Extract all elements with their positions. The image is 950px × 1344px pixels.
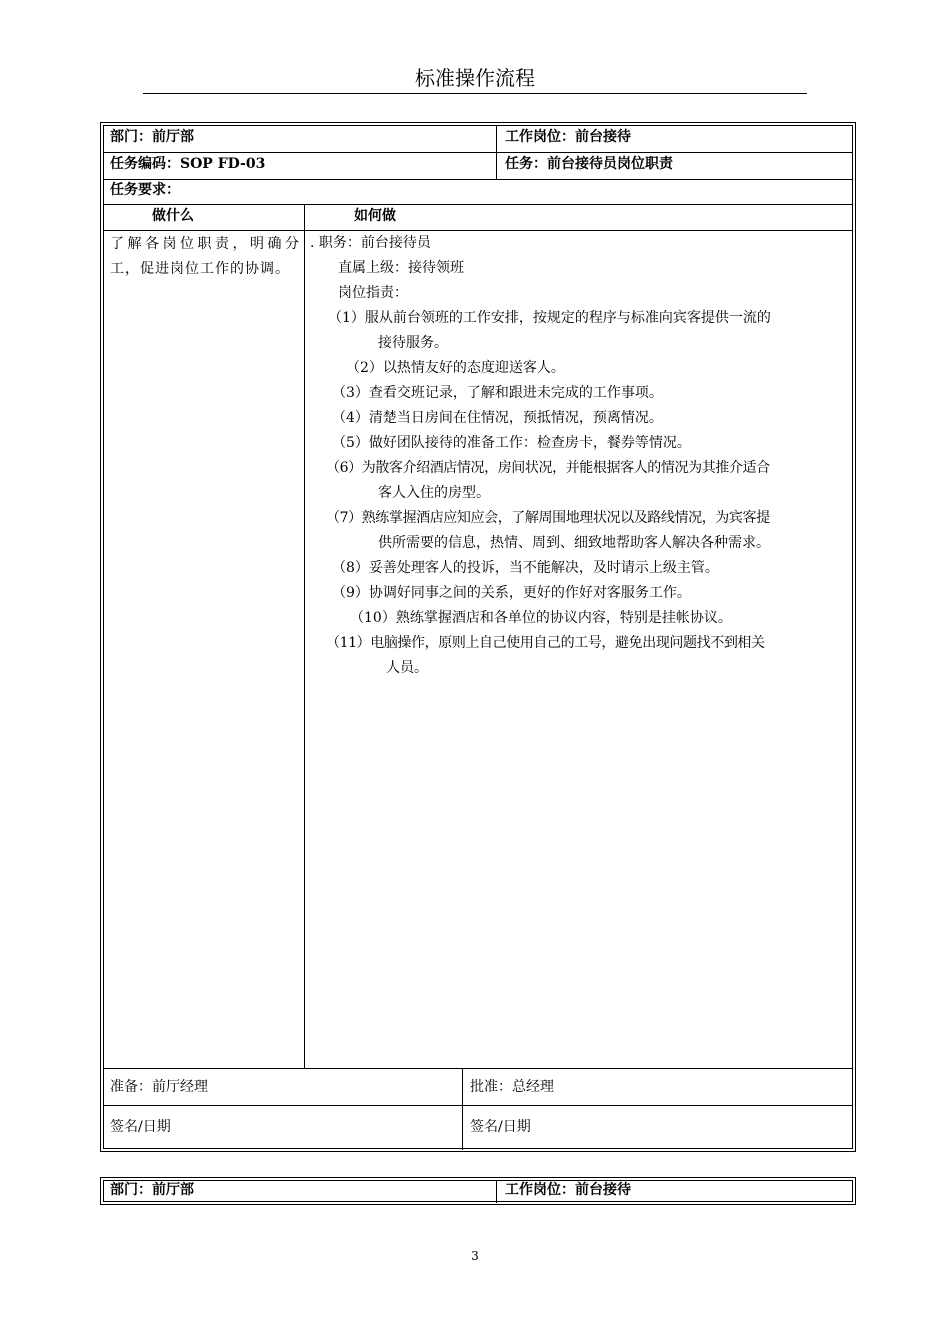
what-column-header: 做什么 (152, 208, 194, 224)
how-line: 供所需要的信息，热情、周到、细致地帮助客人解决各种需求。 (378, 535, 770, 551)
next-department-label: 部门：前厅部 (110, 1182, 194, 1198)
signature-date-left: 签名/日期 (110, 1119, 171, 1135)
how-line: 直属上级：接待领班 (338, 260, 464, 276)
department-label: 部门：前厅部 (110, 129, 194, 145)
how-line: （5）做好团队接待的准备工作：检查房卡，餐券等情况。 (332, 435, 691, 451)
how-line: （6）为散客介绍酒店情况，房间状况，并能根据客人的情况为其推介适合 (326, 460, 770, 476)
signature-date-right: 签名/日期 (470, 1119, 531, 1135)
how-line: （9）协调好同事之间的关系，更好的作好对客服务工作。 (332, 585, 691, 601)
how-line: . 职务：前台接待员 (310, 235, 431, 251)
how-text (310, 231, 850, 681)
task-label: 任务：前台接待员岗位职责 (505, 156, 673, 172)
how-line: 岗位指责： (338, 285, 408, 301)
how-line: （11）电脑操作，原则上自己使用自己的工号，避免出现问题找不到相关 (326, 635, 765, 651)
how-line: 客人入住的房型。 (378, 485, 490, 501)
task-code-label: 任务编码：SOP FD-03 (110, 156, 266, 172)
approved-by: 批准：总经理 (470, 1079, 554, 1095)
prepared-by: 准备：前厅经理 (110, 1079, 208, 1095)
how-column-header: 如何做 (354, 208, 396, 224)
next-position-label: 工作岗位：前台接待 (505, 1182, 631, 1198)
how-line: （7）熟练掌握酒店应知应会，了解周围地理状况以及路线情况，为宾客提 (326, 510, 770, 526)
how-line: （4）清楚当日房间在住情况，预抵情况，预离情况。 (332, 410, 663, 426)
task-requirements-label: 任务要求： (110, 182, 180, 198)
page-number: 3 (471, 1249, 479, 1263)
next-sop-table-inner (103, 1180, 853, 1202)
how-line: （3）查看交班记录，了解和跟进未完成的工作事项。 (332, 385, 663, 401)
how-line: （2）以热情友好的态度迎送客人。 (346, 360, 565, 376)
how-line: 接待服务。 (378, 335, 448, 351)
how-line: （1）服从前台领班的工作安排，按规定的程序与标准向宾客提供一流的 (328, 310, 771, 326)
next-sop-table (100, 1177, 856, 1205)
how-line: （10）熟练掌握酒店和各单位的协议内容，特别是挂帐协议。 (350, 610, 732, 626)
how-line: （8）妥善处理客人的投诉，当不能解决，及时请示上级主管。 (332, 560, 719, 576)
document-title: 标准操作流程 (143, 64, 807, 94)
how-line: 人员。 (386, 660, 428, 676)
position-label: 工作岗位：前台接待 (505, 129, 631, 145)
what-text: 了解各岗位职责，明确分工，促进岗位工作的协调。 (110, 236, 300, 277)
